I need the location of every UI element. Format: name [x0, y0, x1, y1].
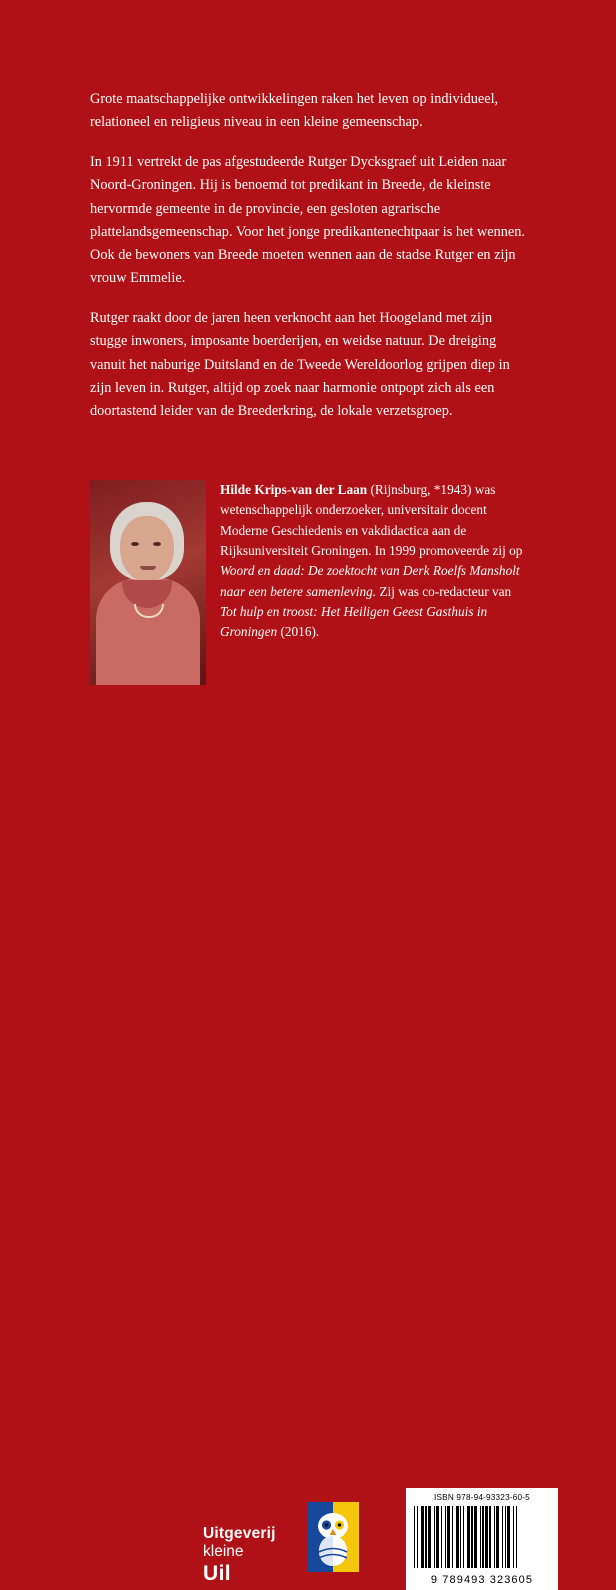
portrait-eye-left [131, 542, 139, 546]
author-name: Hilde Krips-van der Laan [220, 482, 368, 497]
portrait-mouth [140, 566, 156, 570]
author-portrait-photo [90, 480, 206, 685]
publisher-line-2: kleine [203, 1543, 244, 1561]
author-bio-part-1: (Rijnsburg, *1943) was wetenschappelijk onderzoeker, universitair docent Moderne Geschiedenis en vakdidactica aan de Rijksuniversiteit Groningen. In 1999 promoveerde zij op [220, 482, 523, 559]
author-block [90, 480, 530, 685]
author-bio-text [220, 480, 530, 685]
barcode-bars [414, 1506, 550, 1568]
isbn-label: ISBN 978-94-93323-60-5 [434, 1493, 530, 1502]
author-bio-italic-1: Woord en daad: De zoektocht van Derk Roelfs Mansholt naar een betere samenleving. [220, 563, 520, 599]
publisher-line-3: Uil [203, 1561, 232, 1585]
ean-digits: 9 789493 323605 [430, 1574, 534, 1586]
blurb-paragraph-1: Grote maatschappelijke ontwikkelingen raken het leven op individueel, relationeel en religieus niveau in een kleine gemeenschap. [90, 91, 499, 131]
author-bio-part-3: (2016). [277, 624, 320, 640]
author-bio-italic-2: Tot hulp en troost: Het Heiligen Geest Gasthuis in Groningen [220, 604, 488, 640]
publisher-line-1: Uitgeverij [203, 1525, 276, 1542]
blurb-paragraph-3: Rutger raakt door de jaren heen verknocht aan het Hoogeland met zijn stugge inwoners, imposante boerderijen, en weidse natuur. De dreiging vanuit het naburige Duitsland en de Tweede Wereldoorlog grijpen diep in zijn leven in. Rutger, altijd op zoek naar harmonie ontpopt zich als een doortastend leider van de Breederkring, de lokale verzetsgroep. [90, 310, 510, 419]
portrait-face [120, 516, 174, 582]
footer-area [0, 710, 616, 1586]
blurb-text-block [90, 88, 530, 440]
isbn-barcode [406, 1488, 558, 1590]
publisher-imprint [203, 1525, 299, 1586]
owl-logo-icon [305, 1500, 361, 1574]
blurb-paragraph-2: In 1911 vertrekt de pas afgestudeerde Rutger Dycksgraef uit Leiden naar Noord-Groningen. Hij is benoemd tot predikant in Breede, de kleinste hervormde gemeente in de provincie, een gesloten agrarische plattelandsgemeenschap. Voor het jonge predikantenechtpaar is het wennen. Ook de bewoners van Breede moeten wennen aan de stadse Rutger en zijn vrouw Emmelie. [90, 154, 525, 287]
author-bio-part-2: Zij was co-redacteur van [376, 583, 512, 599]
portrait-eye-right [153, 542, 161, 546]
